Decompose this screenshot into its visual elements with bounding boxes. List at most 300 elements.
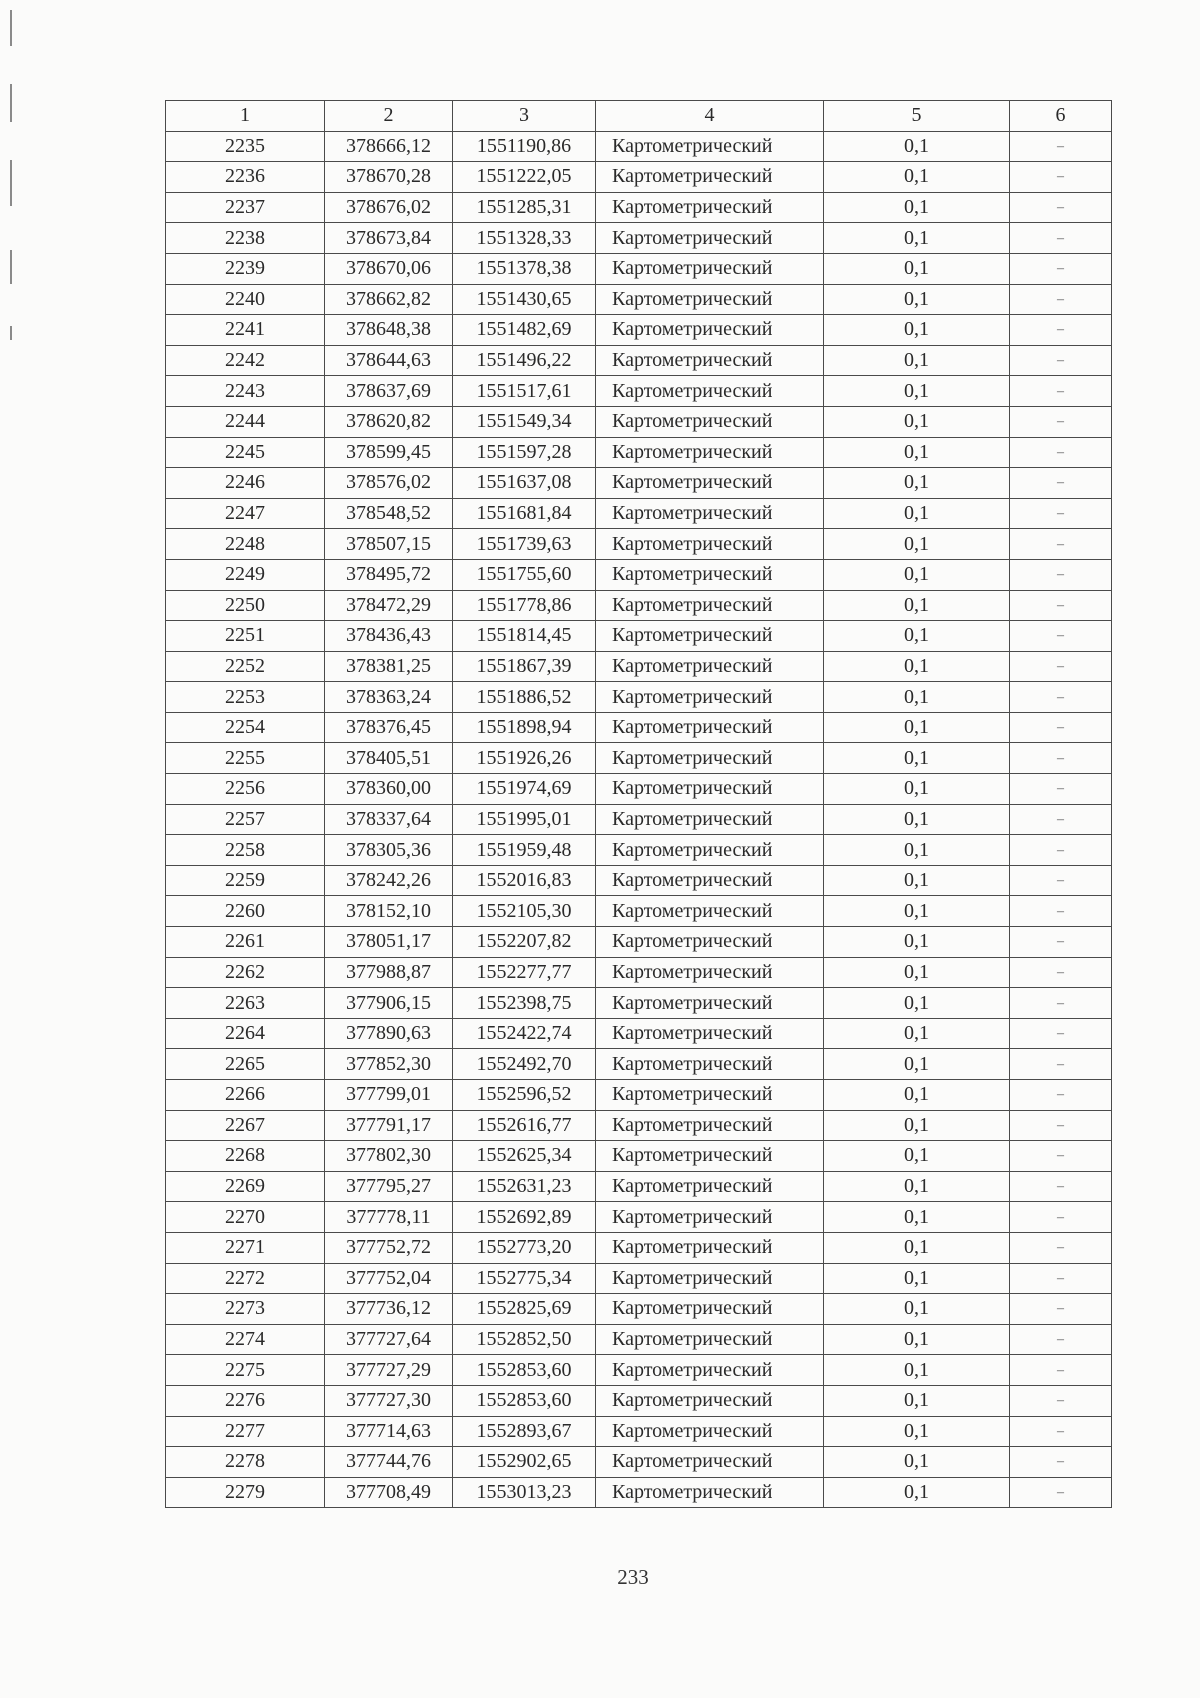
table-row	[166, 988, 1112, 1019]
cell-y-coordinate: 1551974,69	[453, 774, 596, 805]
cell-point-number: 2247	[166, 498, 325, 529]
cell-point-number: 2276	[166, 1385, 325, 1416]
cell-y-coordinate: 1551637,08	[453, 468, 596, 499]
cell-accuracy: 0,1	[824, 315, 1010, 346]
cell-note: –	[1010, 682, 1112, 713]
table-row	[166, 1232, 1112, 1263]
cell-point-number: 2273	[166, 1294, 325, 1325]
cell-accuracy: 0,1	[824, 1263, 1010, 1294]
cell-method: Картометрический	[596, 1294, 824, 1325]
cell-accuracy: 0,1	[824, 559, 1010, 590]
cell-accuracy: 0,1	[824, 1080, 1010, 1111]
table-row	[166, 1263, 1112, 1294]
cell-x-coordinate: 378495,72	[325, 559, 453, 590]
cell-point-number: 2242	[166, 345, 325, 376]
cell-x-coordinate: 377791,17	[325, 1110, 453, 1141]
cell-note: –	[1010, 131, 1112, 162]
cell-note: –	[1010, 345, 1112, 376]
cell-point-number: 2269	[166, 1171, 325, 1202]
table-row	[166, 437, 1112, 468]
table-row	[166, 1355, 1112, 1386]
cell-y-coordinate: 1551496,22	[453, 345, 596, 376]
cell-x-coordinate: 378666,12	[325, 131, 453, 162]
cell-accuracy: 0,1	[824, 1385, 1010, 1416]
cell-method: Картометрический	[596, 468, 824, 499]
cell-note: –	[1010, 896, 1112, 927]
table-row	[166, 835, 1112, 866]
cell-x-coordinate: 377778,11	[325, 1202, 453, 1233]
cell-x-coordinate: 378620,82	[325, 406, 453, 437]
cell-note: –	[1010, 1049, 1112, 1080]
cell-x-coordinate: 378673,84	[325, 223, 453, 254]
cell-y-coordinate: 1551285,31	[453, 192, 596, 223]
cell-note: –	[1010, 498, 1112, 529]
cell-method: Картометрический	[596, 743, 824, 774]
cell-x-coordinate: 378152,10	[325, 896, 453, 927]
cell-method: Картометрический	[596, 406, 824, 437]
cell-method: Картометрический	[596, 835, 824, 866]
cell-x-coordinate: 377799,01	[325, 1080, 453, 1111]
cell-x-coordinate: 378670,06	[325, 253, 453, 284]
cell-note: –	[1010, 1294, 1112, 1325]
cell-y-coordinate: 1552773,20	[453, 1232, 596, 1263]
cell-x-coordinate: 377727,29	[325, 1355, 453, 1386]
cell-accuracy: 0,1	[824, 1171, 1010, 1202]
cell-point-number: 2271	[166, 1232, 325, 1263]
cell-note: –	[1010, 406, 1112, 437]
cell-accuracy: 0,1	[824, 835, 1010, 866]
cell-y-coordinate: 1552492,70	[453, 1049, 596, 1080]
cell-y-coordinate: 1551222,05	[453, 162, 596, 193]
table-row	[166, 1385, 1112, 1416]
cell-note: –	[1010, 1355, 1112, 1386]
cell-x-coordinate: 378305,36	[325, 835, 453, 866]
table-row	[166, 1171, 1112, 1202]
cell-method: Картометрический	[596, 559, 824, 590]
cell-method: Картометрический	[596, 1232, 824, 1263]
cell-y-coordinate: 1552596,52	[453, 1080, 596, 1111]
table-row	[166, 682, 1112, 713]
cell-method: Картометрический	[596, 712, 824, 743]
cell-x-coordinate: 377795,27	[325, 1171, 453, 1202]
cell-y-coordinate: 1552775,34	[453, 1263, 596, 1294]
cell-accuracy: 0,1	[824, 621, 1010, 652]
cell-point-number: 2263	[166, 988, 325, 1019]
table-row	[166, 1294, 1112, 1325]
cell-y-coordinate: 1551886,52	[453, 682, 596, 713]
cell-note: –	[1010, 590, 1112, 621]
cell-point-number: 2250	[166, 590, 325, 621]
table-row	[166, 498, 1112, 529]
cell-x-coordinate: 377727,30	[325, 1385, 453, 1416]
cell-point-number: 2238	[166, 223, 325, 254]
table-row	[166, 376, 1112, 407]
cell-x-coordinate: 378337,64	[325, 804, 453, 835]
cell-note: –	[1010, 468, 1112, 499]
cell-method: Картометрический	[596, 1477, 824, 1508]
table-row	[166, 804, 1112, 835]
cell-x-coordinate: 378051,17	[325, 927, 453, 958]
cell-method: Картометрический	[596, 804, 824, 835]
column-header-1: 1	[166, 101, 325, 132]
cell-method: Картометрический	[596, 1202, 824, 1233]
cell-x-coordinate: 378576,02	[325, 468, 453, 499]
scan-edge-mark	[10, 10, 12, 46]
table-row	[166, 1080, 1112, 1111]
column-header-6: 6	[1010, 101, 1112, 132]
table-row	[166, 468, 1112, 499]
cell-accuracy: 0,1	[824, 1416, 1010, 1447]
cell-point-number: 2267	[166, 1110, 325, 1141]
cell-note: –	[1010, 1141, 1112, 1172]
cell-note: –	[1010, 743, 1112, 774]
cell-method: Картометрический	[596, 1355, 824, 1386]
cell-y-coordinate: 1552902,65	[453, 1447, 596, 1478]
cell-x-coordinate: 377708,49	[325, 1477, 453, 1508]
cell-accuracy: 0,1	[824, 529, 1010, 560]
table-row	[166, 712, 1112, 743]
cell-note: –	[1010, 1080, 1112, 1111]
cell-note: –	[1010, 192, 1112, 223]
cell-x-coordinate: 377714,63	[325, 1416, 453, 1447]
cell-y-coordinate: 1552692,89	[453, 1202, 596, 1233]
cell-y-coordinate: 1552105,30	[453, 896, 596, 927]
table-row	[166, 284, 1112, 315]
cell-y-coordinate: 1552398,75	[453, 988, 596, 1019]
cell-point-number: 2249	[166, 559, 325, 590]
cell-x-coordinate: 378599,45	[325, 437, 453, 468]
cell-x-coordinate: 378381,25	[325, 651, 453, 682]
cell-accuracy: 0,1	[824, 284, 1010, 315]
cell-method: Картометрический	[596, 621, 824, 652]
cell-point-number: 2265	[166, 1049, 325, 1080]
cell-note: –	[1010, 1110, 1112, 1141]
cell-method: Картометрический	[596, 590, 824, 621]
table-row	[166, 1110, 1112, 1141]
cell-point-number: 2240	[166, 284, 325, 315]
cell-y-coordinate: 1551378,38	[453, 253, 596, 284]
cell-method: Картометрический	[596, 1263, 824, 1294]
cell-note: –	[1010, 1202, 1112, 1233]
cell-accuracy: 0,1	[824, 192, 1010, 223]
cell-y-coordinate: 1551517,61	[453, 376, 596, 407]
cell-y-coordinate: 1551926,26	[453, 743, 596, 774]
table-row	[166, 774, 1112, 805]
cell-point-number: 2268	[166, 1141, 325, 1172]
cell-y-coordinate: 1551778,86	[453, 590, 596, 621]
table-row	[166, 1477, 1112, 1508]
cell-accuracy: 0,1	[824, 345, 1010, 376]
cell-method: Картометрический	[596, 284, 824, 315]
cell-x-coordinate: 377906,15	[325, 988, 453, 1019]
cell-x-coordinate: 377852,30	[325, 1049, 453, 1080]
cell-method: Картометрический	[596, 957, 824, 988]
table-row	[166, 1202, 1112, 1233]
cell-y-coordinate: 1552893,67	[453, 1416, 596, 1447]
cell-point-number: 2245	[166, 437, 325, 468]
cell-point-number: 2237	[166, 192, 325, 223]
cell-x-coordinate: 378472,29	[325, 590, 453, 621]
cell-x-coordinate: 377890,63	[325, 1018, 453, 1049]
cell-accuracy: 0,1	[824, 376, 1010, 407]
cell-x-coordinate: 378360,00	[325, 774, 453, 805]
table-row	[166, 162, 1112, 193]
table-row	[166, 559, 1112, 590]
cell-x-coordinate: 378548,52	[325, 498, 453, 529]
table-row	[166, 192, 1112, 223]
table-row	[166, 1141, 1112, 1172]
cell-point-number: 2262	[166, 957, 325, 988]
cell-accuracy: 0,1	[824, 406, 1010, 437]
cell-note: –	[1010, 865, 1112, 896]
cell-note: –	[1010, 651, 1112, 682]
cell-method: Картометрический	[596, 253, 824, 284]
cell-accuracy: 0,1	[824, 774, 1010, 805]
cell-point-number: 2243	[166, 376, 325, 407]
cell-accuracy: 0,1	[824, 131, 1010, 162]
cell-y-coordinate: 1552852,50	[453, 1324, 596, 1355]
table-row	[166, 590, 1112, 621]
cell-note: –	[1010, 835, 1112, 866]
cell-y-coordinate: 1553013,23	[453, 1477, 596, 1508]
cell-accuracy: 0,1	[824, 1018, 1010, 1049]
cell-accuracy: 0,1	[824, 1110, 1010, 1141]
cell-note: –	[1010, 1416, 1112, 1447]
scan-edge-mark	[10, 250, 12, 284]
cell-note: –	[1010, 774, 1112, 805]
cell-accuracy: 0,1	[824, 865, 1010, 896]
cell-method: Картометрический	[596, 223, 824, 254]
cell-note: –	[1010, 559, 1112, 590]
table-header-row	[166, 101, 1112, 132]
cell-x-coordinate: 378436,43	[325, 621, 453, 652]
table-row	[166, 529, 1112, 560]
cell-y-coordinate: 1551739,63	[453, 529, 596, 560]
cell-point-number: 2278	[166, 1447, 325, 1478]
table-row	[166, 927, 1112, 958]
cell-y-coordinate: 1552825,69	[453, 1294, 596, 1325]
cell-point-number: 2277	[166, 1416, 325, 1447]
cell-y-coordinate: 1552016,83	[453, 865, 596, 896]
table-row	[166, 345, 1112, 376]
cell-method: Картометрический	[596, 774, 824, 805]
cell-x-coordinate: 378507,15	[325, 529, 453, 560]
cell-note: –	[1010, 1447, 1112, 1478]
cell-point-number: 2257	[166, 804, 325, 835]
cell-method: Картометрический	[596, 1447, 824, 1478]
cell-method: Картометрический	[596, 529, 824, 560]
cell-accuracy: 0,1	[824, 1447, 1010, 1478]
cell-note: –	[1010, 1263, 1112, 1294]
cell-point-number: 2256	[166, 774, 325, 805]
page-number: 233	[617, 1565, 649, 1589]
cell-point-number: 2274	[166, 1324, 325, 1355]
cell-accuracy: 0,1	[824, 1294, 1010, 1325]
table-body	[166, 131, 1112, 1508]
cell-point-number: 2254	[166, 712, 325, 743]
scan-edge-mark	[10, 160, 12, 206]
table-row	[166, 743, 1112, 774]
cell-method: Картометрический	[596, 345, 824, 376]
cell-method: Картометрический	[596, 192, 824, 223]
cell-point-number: 2253	[166, 682, 325, 713]
cell-accuracy: 0,1	[824, 1141, 1010, 1172]
cell-accuracy: 0,1	[824, 437, 1010, 468]
cell-method: Картометрический	[596, 131, 824, 162]
cell-y-coordinate: 1551190,86	[453, 131, 596, 162]
cell-y-coordinate: 1551867,39	[453, 651, 596, 682]
cell-accuracy: 0,1	[824, 1355, 1010, 1386]
cell-accuracy: 0,1	[824, 1477, 1010, 1508]
cell-x-coordinate: 378676,02	[325, 192, 453, 223]
cell-y-coordinate: 1551597,28	[453, 437, 596, 468]
cell-point-number: 2279	[166, 1477, 325, 1508]
cell-note: –	[1010, 376, 1112, 407]
cell-accuracy: 0,1	[824, 1232, 1010, 1263]
table-row	[166, 1049, 1112, 1080]
cell-y-coordinate: 1552422,74	[453, 1018, 596, 1049]
cell-point-number: 2236	[166, 162, 325, 193]
cell-point-number: 2235	[166, 131, 325, 162]
cell-y-coordinate: 1551430,65	[453, 284, 596, 315]
cell-x-coordinate: 378662,82	[325, 284, 453, 315]
cell-y-coordinate: 1551898,94	[453, 712, 596, 743]
cell-x-coordinate: 378363,24	[325, 682, 453, 713]
table-row	[166, 1447, 1112, 1478]
cell-accuracy: 0,1	[824, 682, 1010, 713]
column-header-2: 2	[325, 101, 453, 132]
cell-point-number: 2261	[166, 927, 325, 958]
scan-edge-mark	[10, 326, 12, 340]
cell-method: Картометрический	[596, 1018, 824, 1049]
table-row	[166, 1018, 1112, 1049]
table-row	[166, 957, 1112, 988]
table-row	[166, 1324, 1112, 1355]
table-row	[166, 406, 1112, 437]
cell-note: –	[1010, 1018, 1112, 1049]
cell-y-coordinate: 1552616,77	[453, 1110, 596, 1141]
cell-method: Картометрический	[596, 651, 824, 682]
cell-accuracy: 0,1	[824, 253, 1010, 284]
cell-note: –	[1010, 315, 1112, 346]
table-row	[166, 131, 1112, 162]
cell-note: –	[1010, 1232, 1112, 1263]
cell-x-coordinate: 378644,63	[325, 345, 453, 376]
cell-x-coordinate: 377752,04	[325, 1263, 453, 1294]
cell-accuracy: 0,1	[824, 1049, 1010, 1080]
table-row	[166, 896, 1112, 927]
cell-method: Картометрический	[596, 1385, 824, 1416]
cell-point-number: 2255	[166, 743, 325, 774]
cell-note: –	[1010, 1477, 1112, 1508]
cell-method: Картометрический	[596, 1324, 824, 1355]
cell-point-number: 2272	[166, 1263, 325, 1294]
cell-accuracy: 0,1	[824, 468, 1010, 499]
cell-point-number: 2246	[166, 468, 325, 499]
cell-y-coordinate: 1552631,23	[453, 1171, 596, 1202]
cell-y-coordinate: 1552625,34	[453, 1141, 596, 1172]
cell-y-coordinate: 1551814,45	[453, 621, 596, 652]
cell-note: –	[1010, 223, 1112, 254]
cell-accuracy: 0,1	[824, 712, 1010, 743]
table-row	[166, 621, 1112, 652]
cell-y-coordinate: 1551681,84	[453, 498, 596, 529]
cell-note: –	[1010, 712, 1112, 743]
cell-x-coordinate: 378405,51	[325, 743, 453, 774]
cell-method: Картометрический	[596, 682, 824, 713]
scan-edge-mark	[10, 84, 12, 122]
cell-method: Картометрический	[596, 1416, 824, 1447]
cell-y-coordinate: 1552277,77	[453, 957, 596, 988]
cell-point-number: 2251	[166, 621, 325, 652]
cell-method: Картометрический	[596, 1049, 824, 1080]
cell-method: Картометрический	[596, 1141, 824, 1172]
coordinates-table	[165, 100, 1112, 1508]
cell-y-coordinate: 1552853,60	[453, 1385, 596, 1416]
cell-accuracy: 0,1	[824, 1202, 1010, 1233]
cell-point-number: 2259	[166, 865, 325, 896]
table-row	[166, 223, 1112, 254]
cell-note: –	[1010, 284, 1112, 315]
cell-note: –	[1010, 253, 1112, 284]
cell-method: Картометрический	[596, 315, 824, 346]
cell-method: Картометрический	[596, 1110, 824, 1141]
cell-note: –	[1010, 437, 1112, 468]
cell-accuracy: 0,1	[824, 957, 1010, 988]
cell-y-coordinate: 1551549,34	[453, 406, 596, 437]
cell-y-coordinate: 1551328,33	[453, 223, 596, 254]
cell-accuracy: 0,1	[824, 804, 1010, 835]
cell-note: –	[1010, 1171, 1112, 1202]
cell-point-number: 2244	[166, 406, 325, 437]
cell-x-coordinate: 378242,26	[325, 865, 453, 896]
cell-accuracy: 0,1	[824, 223, 1010, 254]
column-header-4: 4	[596, 101, 824, 132]
cell-x-coordinate: 377744,76	[325, 1447, 453, 1478]
cell-point-number: 2266	[166, 1080, 325, 1111]
cell-point-number: 2275	[166, 1355, 325, 1386]
cell-note: –	[1010, 1385, 1112, 1416]
table-row	[166, 315, 1112, 346]
table-row	[166, 651, 1112, 682]
cell-y-coordinate: 1551995,01	[453, 804, 596, 835]
table-row	[166, 253, 1112, 284]
cell-point-number: 2258	[166, 835, 325, 866]
cell-method: Картометрический	[596, 896, 824, 927]
cell-y-coordinate: 1551959,48	[453, 835, 596, 866]
cell-method: Картометрический	[596, 437, 824, 468]
cell-accuracy: 0,1	[824, 590, 1010, 621]
cell-note: –	[1010, 621, 1112, 652]
cell-accuracy: 0,1	[824, 988, 1010, 1019]
cell-point-number: 2252	[166, 651, 325, 682]
cell-x-coordinate: 377802,30	[325, 1141, 453, 1172]
cell-note: –	[1010, 1324, 1112, 1355]
cell-method: Картометрический	[596, 988, 824, 1019]
cell-point-number: 2248	[166, 529, 325, 560]
cell-point-number: 2239	[166, 253, 325, 284]
column-header-3: 3	[453, 101, 596, 132]
cell-x-coordinate: 377727,64	[325, 1324, 453, 1355]
cell-x-coordinate: 378648,38	[325, 315, 453, 346]
cell-method: Картометрический	[596, 162, 824, 193]
cell-method: Картометрический	[596, 376, 824, 407]
cell-note: –	[1010, 988, 1112, 1019]
cell-x-coordinate: 377736,12	[325, 1294, 453, 1325]
cell-point-number: 2241	[166, 315, 325, 346]
cell-method: Картометрический	[596, 1171, 824, 1202]
cell-method: Картометрический	[596, 1080, 824, 1111]
